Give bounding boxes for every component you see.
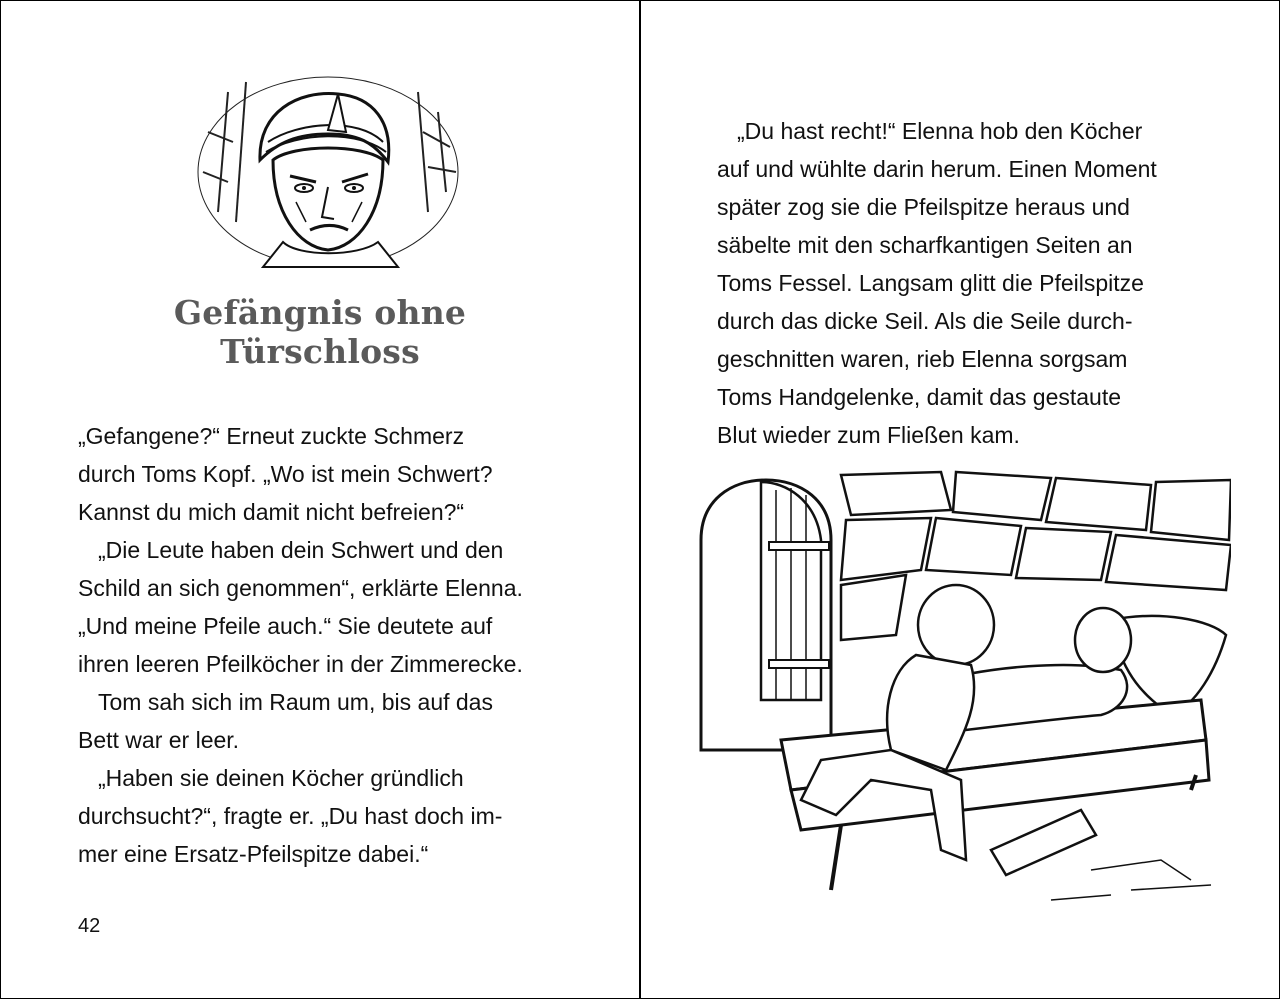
dungeon-bed-illustration (691, 470, 1231, 920)
text-line: säbelte mit den scharfkantigen Seiten an (717, 232, 1133, 258)
text-line: „Gefangene?“ Erneut zuckte Schmerz (78, 423, 465, 449)
text-line: auf und wühlte darin herum. Einen Moment (717, 156, 1157, 182)
text-line: durchsucht?“, fragte er. „Du hast doch im- (78, 803, 503, 829)
text-line: „Haben sie deinen Köcher gründlich (98, 765, 464, 791)
paragraph (717, 112, 1217, 454)
paragraph (78, 531, 578, 683)
text-line: Blut wieder zum Fließen kam. (717, 422, 1020, 448)
text-line: Toms Fessel. Langsam glitt die Pfeilspitze (717, 270, 1144, 296)
text-line: Kannst du mich damit nicht befreien?“ (78, 499, 465, 525)
left-page (0, 0, 639, 999)
left-page-body-text (78, 417, 578, 873)
page-number: 42 (78, 915, 101, 937)
text-line: Tom sah sich im Raum um, bis auf das (98, 689, 493, 715)
text-line: Bett war er leer. (78, 727, 240, 753)
text-line: „Die Leute haben dein Schwert und den (98, 537, 504, 563)
text-line: durch Toms Kopf. „Wo ist mein Schwert? (78, 461, 493, 487)
text-line: Toms Handgelenke, damit das gestaute (717, 384, 1122, 410)
text-line: mer eine Ersatz-Pfeilspitze dabei.“ (78, 841, 429, 867)
text-line: später zog sie die Pfeilspitze heraus und (717, 194, 1130, 220)
text-line: Schild an sich genommen“, erklärte Elenna. (78, 575, 523, 601)
text-line: „Und meine Pfeile auch.“ Sie deutete auf (78, 613, 493, 639)
paragraph (78, 417, 578, 531)
text-line: geschnitten waren, rieb Elenna sorgsam (717, 346, 1128, 372)
paragraph (78, 683, 578, 759)
villain-portrait-illustration (188, 72, 464, 270)
chapter-title: Gefängnis ohne Türschloss (173, 293, 467, 371)
paragraph (78, 759, 578, 873)
right-page (641, 0, 1280, 999)
right-page-body-text (717, 112, 1217, 454)
text-line: ihren leeren Pfeilköcher in der Zimmerecke. (78, 651, 523, 677)
text-line: durch das dicke Seil. Als die Seile durch- (717, 308, 1133, 334)
text-line: „Du hast recht!“ Elenna hob den Köcher (737, 118, 1143, 144)
